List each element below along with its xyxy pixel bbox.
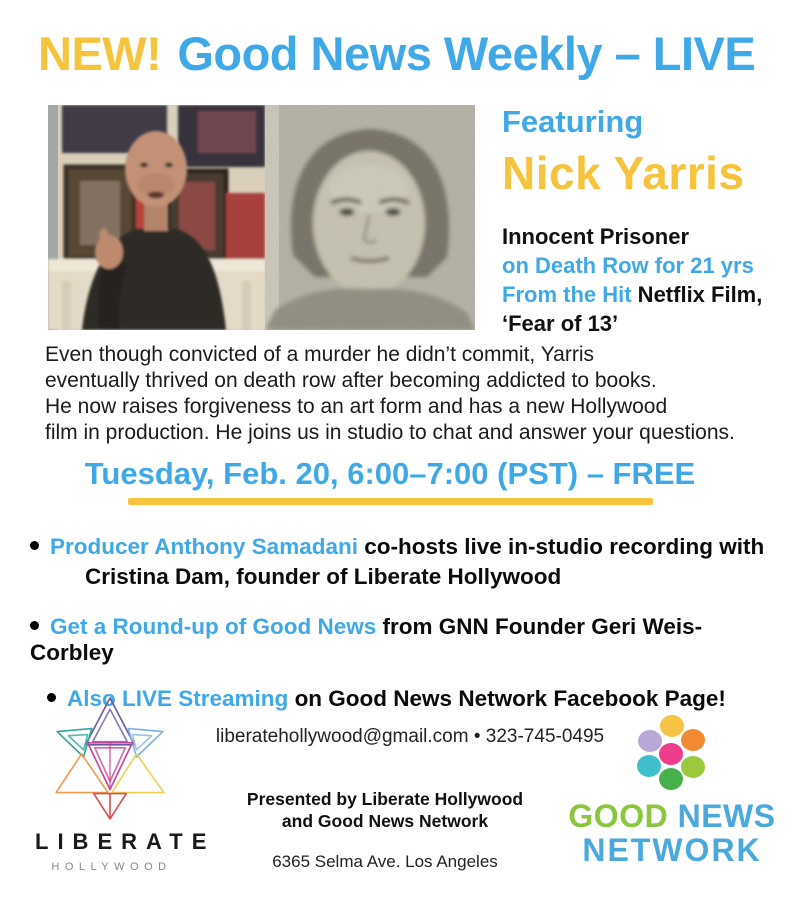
description-paragraph: [45, 342, 765, 446]
list-item: [30, 534, 782, 590]
liberate-logo-subname: HOLLYWOOD: [51, 861, 172, 873]
description-line-2: eventually thrived on death row after becoming addicted to books.: [45, 369, 657, 392]
contact-line: liberatehollywood@gmail.com • 323-745-0495: [215, 726, 605, 747]
guest-line-3-black: Netflix Film,: [631, 282, 763, 307]
gnn-logo-line-1: [558, 798, 786, 835]
address-line: 6365 Selma Ave. Los Angeles: [272, 852, 498, 871]
guest-description: [502, 222, 792, 338]
presented-line-1: Presented by Liberate Hollywood: [246, 789, 524, 809]
event-date-block: [0, 456, 780, 505]
bullet-icon: [30, 621, 39, 630]
description-line-4: film in production. He joins us in studio to chat and answer your questions.: [45, 421, 735, 444]
presented-line-2: and Good News Network: [281, 811, 489, 831]
guest-name: Nick Yarris: [502, 147, 745, 199]
guest-line-1: Innocent Prisoner: [502, 224, 690, 249]
guest-line-3: [502, 280, 792, 309]
guest-line-4: ‘Fear of 13’: [502, 311, 619, 336]
bullet-2-black: from GNN Founder Geri Weis-Corbley: [30, 614, 703, 665]
presented-by: [185, 788, 585, 832]
gnn-flower-icon: [637, 712, 707, 792]
guest-line-2: on Death Row for 21 yrs: [502, 253, 754, 278]
description-line-1: Even though convicted of a murder he didn’t commit, Yarris: [45, 343, 594, 366]
show-title: Good News Weekly – LIVE: [177, 27, 756, 80]
list-item: [30, 614, 782, 666]
new-badge: NEW!: [38, 27, 162, 80]
liberate-star-icon: [50, 696, 170, 820]
bullet-3-blue: Also LIVE Streaming: [67, 686, 289, 711]
featuring-block: [502, 104, 792, 338]
good-news-network-logo: [558, 712, 786, 869]
yellow-underline: [128, 498, 653, 505]
gnn-logo-good: GOOD: [568, 798, 669, 834]
bullet-1-line-2: Cristina Dam, founder of Liberate Hollywood: [85, 564, 562, 589]
guest-line-3-blue: From the Hit: [502, 282, 632, 307]
bullet-icon: [30, 541, 39, 550]
bullet-1-blue: Producer Anthony Samadani: [50, 534, 358, 559]
bullet-list: [30, 534, 782, 712]
liberate-logo-name: LIBERATE: [35, 829, 216, 854]
featuring-label: Featuring: [502, 104, 644, 139]
gnn-logo-news: NEWS: [677, 798, 776, 834]
bullet-1-black: co-hosts live in-studio recording with: [357, 534, 765, 559]
gnn-logo-network: NETWORK: [582, 832, 762, 868]
event-datetime: Tuesday, Feb. 20, 6:00–7:00 (PST) – FREE: [84, 456, 696, 491]
photo-nick-yarris-now: [48, 105, 265, 330]
page-title: [38, 26, 755, 81]
description-line-3: He now raises forgiveness to an art form and has a new Hollywood: [45, 395, 668, 418]
bullet-2-blue: Get a Round-up of Good News: [50, 614, 377, 639]
bullet-1-line-1: [30, 534, 782, 560]
bullet-3-black: on Good News Network Facebook Page!: [288, 686, 726, 711]
liberate-hollywood-logo: [30, 696, 216, 873]
photo-nick-yarris-archival: [265, 105, 475, 330]
